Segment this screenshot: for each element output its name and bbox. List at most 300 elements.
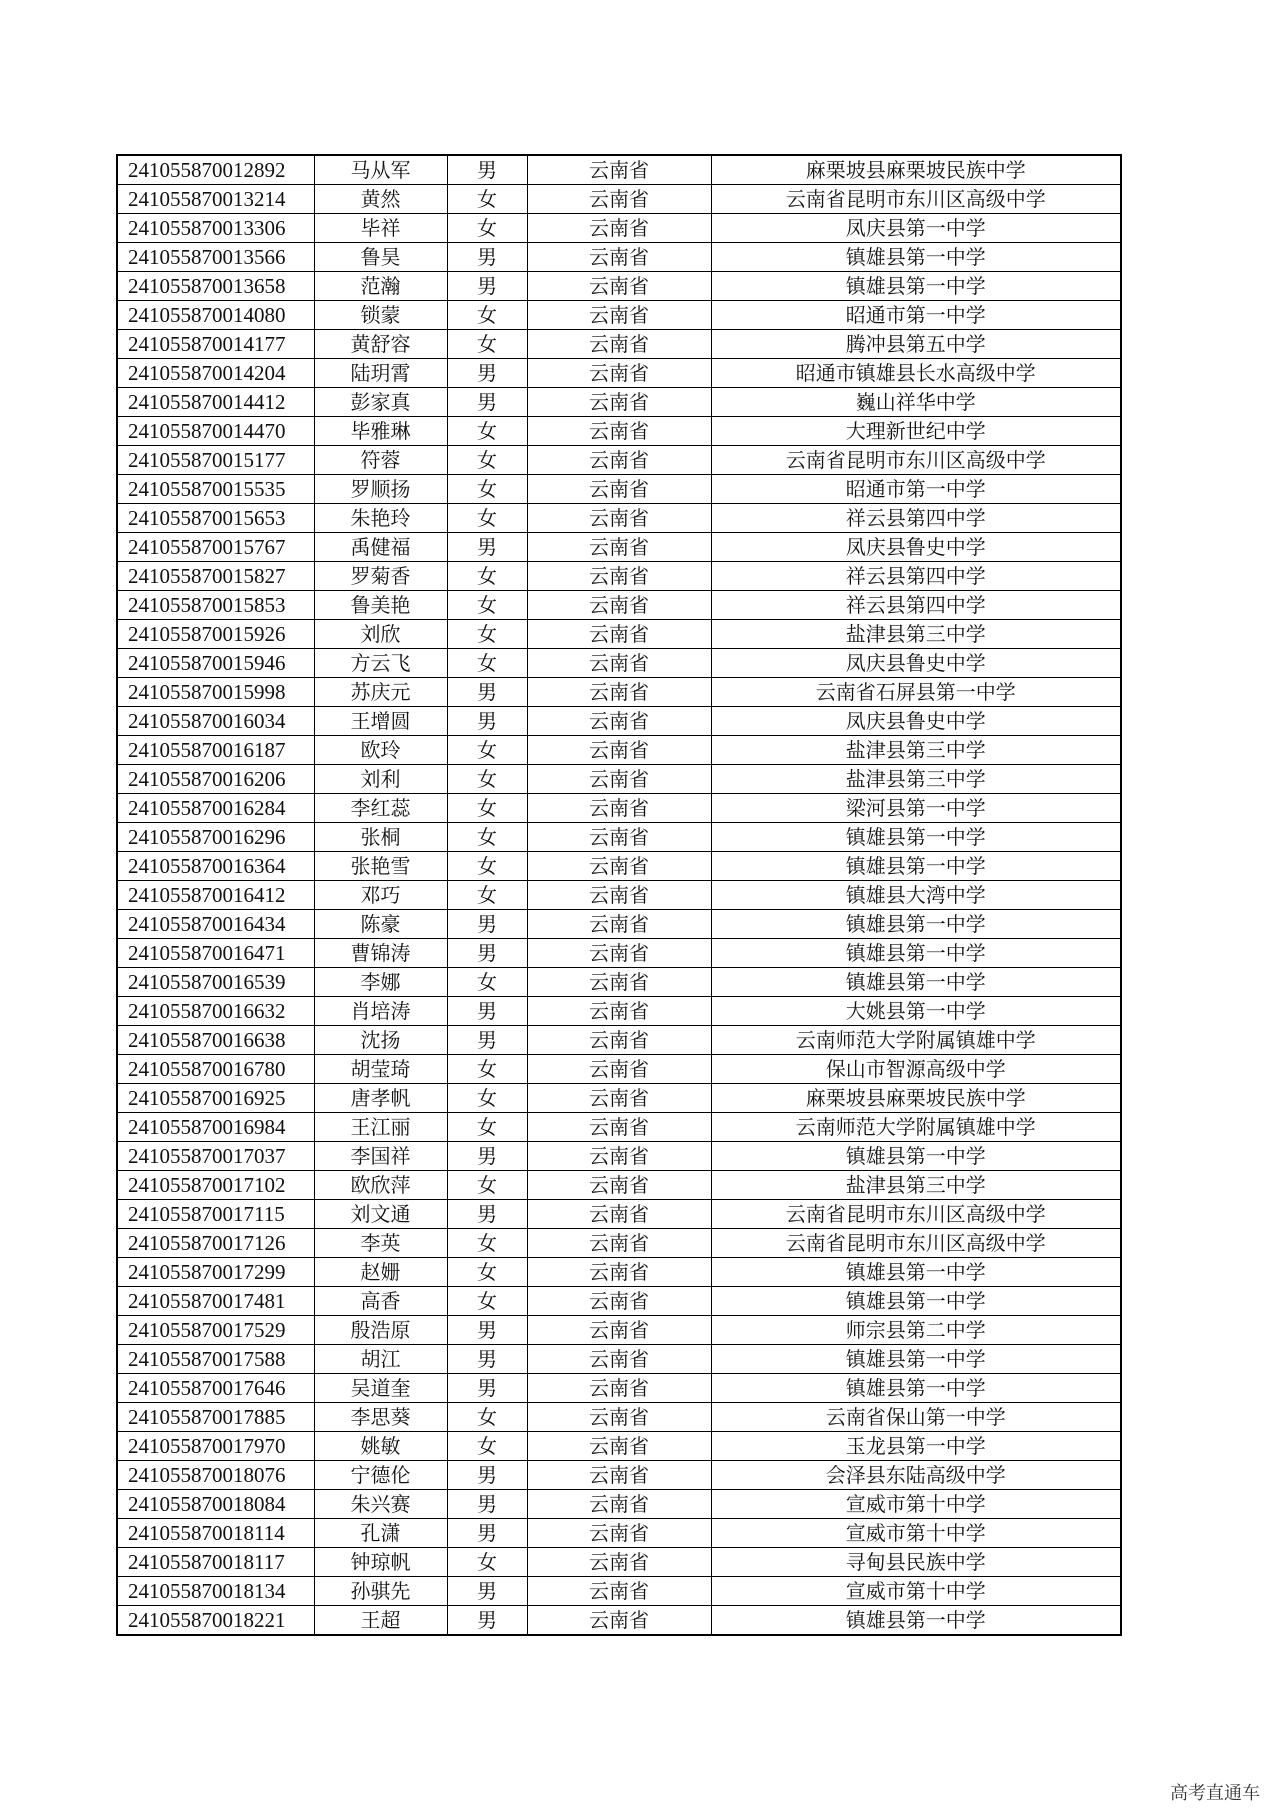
- exam-id-cell: 241055870016780: [117, 1055, 314, 1084]
- name-cell: 赵姗: [314, 1258, 447, 1287]
- province-cell: 云南省: [527, 1519, 711, 1548]
- exam-id-cell: 241055870013214: [117, 185, 314, 214]
- school-cell: 会泽县东陆高级中学: [711, 1461, 1121, 1490]
- name-cell: 曹锦涛: [314, 939, 447, 968]
- name-cell: 李红蕊: [314, 794, 447, 823]
- province-cell: 云南省: [527, 591, 711, 620]
- gender-cell: 女: [447, 881, 527, 910]
- gender-cell: 女: [447, 1055, 527, 1084]
- school-cell: 寻甸县民族中学: [711, 1548, 1121, 1577]
- table-row: [117, 1403, 1121, 1432]
- gender-cell: 男: [447, 1200, 527, 1229]
- school-cell: 昭通市第一中学: [711, 301, 1121, 330]
- name-cell: 殷浩原: [314, 1316, 447, 1345]
- exam-id-cell: 241055870016187: [117, 736, 314, 765]
- province-cell: 云南省: [527, 1229, 711, 1258]
- gender-cell: 女: [447, 765, 527, 794]
- gender-cell: 男: [447, 1519, 527, 1548]
- school-cell: 镇雄县第一中学: [711, 1287, 1121, 1316]
- gender-cell: 女: [447, 185, 527, 214]
- province-cell: 云南省: [527, 1403, 711, 1432]
- table-row: [117, 504, 1121, 533]
- exam-id-cell: 241055870013658: [117, 272, 314, 301]
- name-cell: 胡江: [314, 1345, 447, 1374]
- province-cell: 云南省: [527, 707, 711, 736]
- table-row: [117, 823, 1121, 852]
- exam-id-cell: 241055870016638: [117, 1026, 314, 1055]
- exam-id-cell: 241055870015926: [117, 620, 314, 649]
- province-cell: 云南省: [527, 649, 711, 678]
- school-cell: 宣威市第十中学: [711, 1577, 1121, 1606]
- gender-cell: 女: [447, 475, 527, 504]
- table-row: [117, 562, 1121, 591]
- school-cell: 盐津县第三中学: [711, 765, 1121, 794]
- table-row: [117, 620, 1121, 649]
- roster-body: [117, 155, 1121, 1635]
- name-cell: 姚敏: [314, 1432, 447, 1461]
- exam-id-cell: 241055870017102: [117, 1171, 314, 1200]
- table-row: [117, 1026, 1121, 1055]
- gender-cell: 女: [447, 1432, 527, 1461]
- gender-cell: 女: [447, 1403, 527, 1432]
- province-cell: 云南省: [527, 1084, 711, 1113]
- name-cell: 吴道奎: [314, 1374, 447, 1403]
- name-cell: 肖培涛: [314, 997, 447, 1026]
- school-cell: 保山市智源高级中学: [711, 1055, 1121, 1084]
- province-cell: 云南省: [527, 939, 711, 968]
- province-cell: 云南省: [527, 504, 711, 533]
- name-cell: 王超: [314, 1606, 447, 1636]
- school-cell: 凤庆县鲁史中学: [711, 649, 1121, 678]
- exam-id-cell: 241055870015946: [117, 649, 314, 678]
- exam-id-cell: 241055870017481: [117, 1287, 314, 1316]
- name-cell: 毕祥: [314, 214, 447, 243]
- name-cell: 张桐: [314, 823, 447, 852]
- gender-cell: 女: [447, 1548, 527, 1577]
- name-cell: 王江丽: [314, 1113, 447, 1142]
- table-row: [117, 968, 1121, 997]
- school-cell: 云南省昆明市东川区高级中学: [711, 185, 1121, 214]
- exam-id-cell: 241055870018076: [117, 1461, 314, 1490]
- gender-cell: 女: [447, 591, 527, 620]
- province-cell: 云南省: [527, 1055, 711, 1084]
- table-row: [117, 243, 1121, 272]
- school-cell: 镇雄县第一中学: [711, 910, 1121, 939]
- exam-id-cell: 241055870015767: [117, 533, 314, 562]
- school-cell: 麻栗坡县麻栗坡民族中学: [711, 1084, 1121, 1113]
- name-cell: 苏庆元: [314, 678, 447, 707]
- name-cell: 陆玥霄: [314, 359, 447, 388]
- gender-cell: 男: [447, 1345, 527, 1374]
- province-cell: 云南省: [527, 1432, 711, 1461]
- exam-id-cell: 241055870017588: [117, 1345, 314, 1374]
- table-row: [117, 1113, 1121, 1142]
- exam-id-cell: 241055870015853: [117, 591, 314, 620]
- table-row: [117, 155, 1121, 185]
- gender-cell: 女: [447, 1084, 527, 1113]
- name-cell: 范瀚: [314, 272, 447, 301]
- school-cell: 凤庆县鲁史中学: [711, 533, 1121, 562]
- table-row: [117, 214, 1121, 243]
- province-cell: 云南省: [527, 910, 711, 939]
- exam-id-cell: 241055870017115: [117, 1200, 314, 1229]
- table-row: [117, 910, 1121, 939]
- school-cell: 盐津县第三中学: [711, 736, 1121, 765]
- table-row: [117, 765, 1121, 794]
- name-cell: 马从军: [314, 155, 447, 185]
- name-cell: 罗菊香: [314, 562, 447, 591]
- exam-id-cell: 241055870018084: [117, 1490, 314, 1519]
- school-cell: 大理新世纪中学: [711, 417, 1121, 446]
- exam-id-cell: 241055870016984: [117, 1113, 314, 1142]
- province-cell: 云南省: [527, 1316, 711, 1345]
- gender-cell: 女: [447, 1287, 527, 1316]
- school-cell: 云南师范大学附属镇雄中学: [711, 1026, 1121, 1055]
- school-cell: 昭通市镇雄县长水高级中学: [711, 359, 1121, 388]
- school-cell: 镇雄县第一中学: [711, 852, 1121, 881]
- exam-id-cell: 241055870017126: [117, 1229, 314, 1258]
- school-cell: 玉龙县第一中学: [711, 1432, 1121, 1461]
- province-cell: 云南省: [527, 1142, 711, 1171]
- exam-id-cell: 241055870013566: [117, 243, 314, 272]
- province-cell: 云南省: [527, 214, 711, 243]
- table-row: [117, 736, 1121, 765]
- school-cell: 大姚县第一中学: [711, 997, 1121, 1026]
- gender-cell: 男: [447, 910, 527, 939]
- school-cell: 昭通市第一中学: [711, 475, 1121, 504]
- gender-cell: 男: [447, 678, 527, 707]
- exam-id-cell: 241055870014080: [117, 301, 314, 330]
- student-roster-table: [116, 154, 1122, 1636]
- table-row: [117, 852, 1121, 881]
- name-cell: 朱艳玲: [314, 504, 447, 533]
- exam-id-cell: 241055870014470: [117, 417, 314, 446]
- name-cell: 陈豪: [314, 910, 447, 939]
- table-row: [117, 707, 1121, 736]
- name-cell: 刘文通: [314, 1200, 447, 1229]
- name-cell: 黄然: [314, 185, 447, 214]
- school-cell: 梁河县第一中学: [711, 794, 1121, 823]
- name-cell: 张艳雪: [314, 852, 447, 881]
- table-row: [117, 1519, 1121, 1548]
- school-cell: 云南省保山第一中学: [711, 1403, 1121, 1432]
- exam-id-cell: 241055870016284: [117, 794, 314, 823]
- table-row: [117, 1200, 1121, 1229]
- gender-cell: 女: [447, 214, 527, 243]
- province-cell: 云南省: [527, 1577, 711, 1606]
- name-cell: 符蓉: [314, 446, 447, 475]
- table-row: [117, 272, 1121, 301]
- watermark: 高考直通车: [1170, 1783, 1260, 1804]
- name-cell: 欧欣萍: [314, 1171, 447, 1200]
- gender-cell: 男: [447, 388, 527, 417]
- exam-id-cell: 241055870017529: [117, 1316, 314, 1345]
- gender-cell: 女: [447, 794, 527, 823]
- name-cell: 李英: [314, 1229, 447, 1258]
- province-cell: 云南省: [527, 533, 711, 562]
- gender-cell: 男: [447, 243, 527, 272]
- name-cell: 欧玲: [314, 736, 447, 765]
- table-row: [117, 1142, 1121, 1171]
- school-cell: 云南省昆明市东川区高级中学: [711, 1200, 1121, 1229]
- gender-cell: 男: [447, 707, 527, 736]
- table-row: [117, 591, 1121, 620]
- gender-cell: 女: [447, 823, 527, 852]
- table-row: [117, 185, 1121, 214]
- gender-cell: 男: [447, 939, 527, 968]
- gender-cell: 男: [447, 359, 527, 388]
- table-row: [117, 1461, 1121, 1490]
- province-cell: 云南省: [527, 330, 711, 359]
- name-cell: 罗顺扬: [314, 475, 447, 504]
- gender-cell: 女: [447, 968, 527, 997]
- school-cell: 巍山祥华中学: [711, 388, 1121, 417]
- province-cell: 云南省: [527, 765, 711, 794]
- school-cell: 麻栗坡县麻栗坡民族中学: [711, 155, 1121, 185]
- exam-id-cell: 241055870012892: [117, 155, 314, 185]
- exam-id-cell: 241055870016296: [117, 823, 314, 852]
- name-cell: 黄舒容: [314, 330, 447, 359]
- school-cell: 祥云县第四中学: [711, 591, 1121, 620]
- province-cell: 云南省: [527, 852, 711, 881]
- school-cell: 宣威市第十中学: [711, 1490, 1121, 1519]
- province-cell: 云南省: [527, 678, 711, 707]
- gender-cell: 女: [447, 417, 527, 446]
- name-cell: 刘欣: [314, 620, 447, 649]
- gender-cell: 男: [447, 533, 527, 562]
- school-cell: 云南省石屏县第一中学: [711, 678, 1121, 707]
- table-row: [117, 330, 1121, 359]
- exam-id-cell: 241055870016434: [117, 910, 314, 939]
- province-cell: 云南省: [527, 359, 711, 388]
- name-cell: 彭家真: [314, 388, 447, 417]
- school-cell: 腾冲县第五中学: [711, 330, 1121, 359]
- exam-id-cell: 241055870018114: [117, 1519, 314, 1548]
- name-cell: 孙骐先: [314, 1577, 447, 1606]
- name-cell: 李思葵: [314, 1403, 447, 1432]
- province-cell: 云南省: [527, 823, 711, 852]
- province-cell: 云南省: [527, 1171, 711, 1200]
- name-cell: 鲁美艳: [314, 591, 447, 620]
- province-cell: 云南省: [527, 1490, 711, 1519]
- school-cell: 祥云县第四中学: [711, 562, 1121, 591]
- exam-id-cell: 241055870018117: [117, 1548, 314, 1577]
- province-cell: 云南省: [527, 1287, 711, 1316]
- table-row: [117, 1577, 1121, 1606]
- province-cell: 云南省: [527, 620, 711, 649]
- province-cell: 云南省: [527, 301, 711, 330]
- exam-id-cell: 241055870018221: [117, 1606, 314, 1636]
- exam-id-cell: 241055870015998: [117, 678, 314, 707]
- gender-cell: 男: [447, 1026, 527, 1055]
- gender-cell: 女: [447, 852, 527, 881]
- province-cell: 云南省: [527, 736, 711, 765]
- name-cell: 孔潇: [314, 1519, 447, 1548]
- school-cell: 宣威市第十中学: [711, 1519, 1121, 1548]
- exam-id-cell: 241055870015653: [117, 504, 314, 533]
- province-cell: 云南省: [527, 794, 711, 823]
- school-cell: 云南省昆明市东川区高级中学: [711, 1229, 1121, 1258]
- table-row: [117, 417, 1121, 446]
- province-cell: 云南省: [527, 997, 711, 1026]
- province-cell: 云南省: [527, 1606, 711, 1636]
- name-cell: 钟琼帆: [314, 1548, 447, 1577]
- gender-cell: 女: [447, 330, 527, 359]
- exam-id-cell: 241055870016206: [117, 765, 314, 794]
- table-row: [117, 1316, 1121, 1345]
- province-cell: 云南省: [527, 185, 711, 214]
- school-cell: 镇雄县第一中学: [711, 1345, 1121, 1374]
- gender-cell: 男: [447, 1374, 527, 1403]
- school-cell: 镇雄县第一中学: [711, 1142, 1121, 1171]
- table-row: [117, 1258, 1121, 1287]
- table-row: [117, 1345, 1121, 1374]
- school-cell: 凤庆县第一中学: [711, 214, 1121, 243]
- table-row: [117, 359, 1121, 388]
- table-row: [117, 794, 1121, 823]
- name-cell: 方云飞: [314, 649, 447, 678]
- exam-id-cell: 241055870017037: [117, 1142, 314, 1171]
- table-row: [117, 1490, 1121, 1519]
- name-cell: 宁德伦: [314, 1461, 447, 1490]
- gender-cell: 男: [447, 1461, 527, 1490]
- province-cell: 云南省: [527, 1026, 711, 1055]
- gender-cell: 男: [447, 1316, 527, 1345]
- name-cell: 毕雅琳: [314, 417, 447, 446]
- name-cell: 李娜: [314, 968, 447, 997]
- gender-cell: 男: [447, 997, 527, 1026]
- name-cell: 锁蒙: [314, 301, 447, 330]
- table-row: [117, 881, 1121, 910]
- gender-cell: 女: [447, 620, 527, 649]
- gender-cell: 男: [447, 155, 527, 185]
- school-cell: 凤庆县鲁史中学: [711, 707, 1121, 736]
- school-cell: 镇雄县第一中学: [711, 1606, 1121, 1636]
- exam-id-cell: 241055870016412: [117, 881, 314, 910]
- exam-id-cell: 241055870015827: [117, 562, 314, 591]
- province-cell: 云南省: [527, 1200, 711, 1229]
- gender-cell: 男: [447, 1606, 527, 1636]
- exam-id-cell: 241055870014412: [117, 388, 314, 417]
- table-row: [117, 388, 1121, 417]
- gender-cell: 女: [447, 1258, 527, 1287]
- gender-cell: 女: [447, 1113, 527, 1142]
- province-cell: 云南省: [527, 881, 711, 910]
- school-cell: 镇雄县第一中学: [711, 1374, 1121, 1403]
- table-row: [117, 1084, 1121, 1113]
- table-row: [117, 1055, 1121, 1084]
- table-row: [117, 1374, 1121, 1403]
- gender-cell: 男: [447, 1142, 527, 1171]
- province-cell: 云南省: [527, 272, 711, 301]
- school-cell: 盐津县第三中学: [711, 1171, 1121, 1200]
- exam-id-cell: 241055870015177: [117, 446, 314, 475]
- gender-cell: 男: [447, 1490, 527, 1519]
- gender-cell: 男: [447, 1577, 527, 1606]
- province-cell: 云南省: [527, 388, 711, 417]
- table-row: [117, 1432, 1121, 1461]
- table-row: [117, 1229, 1121, 1258]
- name-cell: 邓巧: [314, 881, 447, 910]
- table-row: [117, 678, 1121, 707]
- school-cell: 师宗县第二中学: [711, 1316, 1121, 1345]
- gender-cell: 女: [447, 301, 527, 330]
- school-cell: 镇雄县第一中学: [711, 968, 1121, 997]
- exam-id-cell: 241055870017970: [117, 1432, 314, 1461]
- name-cell: 禹健福: [314, 533, 447, 562]
- school-cell: 云南师范大学附属镇雄中学: [711, 1113, 1121, 1142]
- province-cell: 云南省: [527, 1461, 711, 1490]
- name-cell: 胡莹琦: [314, 1055, 447, 1084]
- school-cell: 镇雄县第一中学: [711, 272, 1121, 301]
- exam-id-cell: 241055870017299: [117, 1258, 314, 1287]
- exam-id-cell: 241055870016925: [117, 1084, 314, 1113]
- table-row: [117, 939, 1121, 968]
- gender-cell: 女: [447, 562, 527, 591]
- table-row: [117, 997, 1121, 1026]
- province-cell: 云南省: [527, 475, 711, 504]
- exam-id-cell: 241055870016471: [117, 939, 314, 968]
- table-row: [117, 1171, 1121, 1200]
- exam-id-cell: 241055870015535: [117, 475, 314, 504]
- school-cell: 云南省昆明市东川区高级中学: [711, 446, 1121, 475]
- name-cell: 王增圆: [314, 707, 447, 736]
- exam-id-cell: 241055870016034: [117, 707, 314, 736]
- table-row: [117, 475, 1121, 504]
- name-cell: 沈扬: [314, 1026, 447, 1055]
- school-cell: 祥云县第四中学: [711, 504, 1121, 533]
- province-cell: 云南省: [527, 1548, 711, 1577]
- name-cell: 朱兴赛: [314, 1490, 447, 1519]
- exam-id-cell: 241055870018134: [117, 1577, 314, 1606]
- school-cell: 镇雄县大湾中学: [711, 881, 1121, 910]
- exam-id-cell: 241055870016632: [117, 997, 314, 1026]
- exam-id-cell: 241055870014204: [117, 359, 314, 388]
- province-cell: 云南省: [527, 1258, 711, 1287]
- exam-id-cell: 241055870016539: [117, 968, 314, 997]
- exam-id-cell: 241055870014177: [117, 330, 314, 359]
- name-cell: 刘利: [314, 765, 447, 794]
- school-cell: 镇雄县第一中学: [711, 243, 1121, 272]
- name-cell: 高香: [314, 1287, 447, 1316]
- province-cell: 云南省: [527, 417, 711, 446]
- province-cell: 云南省: [527, 1113, 711, 1142]
- school-cell: 镇雄县第一中学: [711, 1258, 1121, 1287]
- name-cell: 鲁昊: [314, 243, 447, 272]
- table-row: [117, 1606, 1121, 1636]
- gender-cell: 女: [447, 649, 527, 678]
- table-row: [117, 446, 1121, 475]
- gender-cell: 女: [447, 1171, 527, 1200]
- province-cell: 云南省: [527, 155, 711, 185]
- province-cell: 云南省: [527, 446, 711, 475]
- gender-cell: 女: [447, 504, 527, 533]
- school-cell: 镇雄县第一中学: [711, 939, 1121, 968]
- table-row: [117, 533, 1121, 562]
- province-cell: 云南省: [527, 968, 711, 997]
- province-cell: 云南省: [527, 243, 711, 272]
- name-cell: 李国祥: [314, 1142, 447, 1171]
- gender-cell: 女: [447, 446, 527, 475]
- table-row: [117, 301, 1121, 330]
- province-cell: 云南省: [527, 1345, 711, 1374]
- school-cell: 镇雄县第一中学: [711, 823, 1121, 852]
- exam-id-cell: 241055870013306: [117, 214, 314, 243]
- name-cell: 唐孝帆: [314, 1084, 447, 1113]
- exam-id-cell: 241055870017885: [117, 1403, 314, 1432]
- school-cell: 盐津县第三中学: [711, 620, 1121, 649]
- exam-id-cell: 241055870016364: [117, 852, 314, 881]
